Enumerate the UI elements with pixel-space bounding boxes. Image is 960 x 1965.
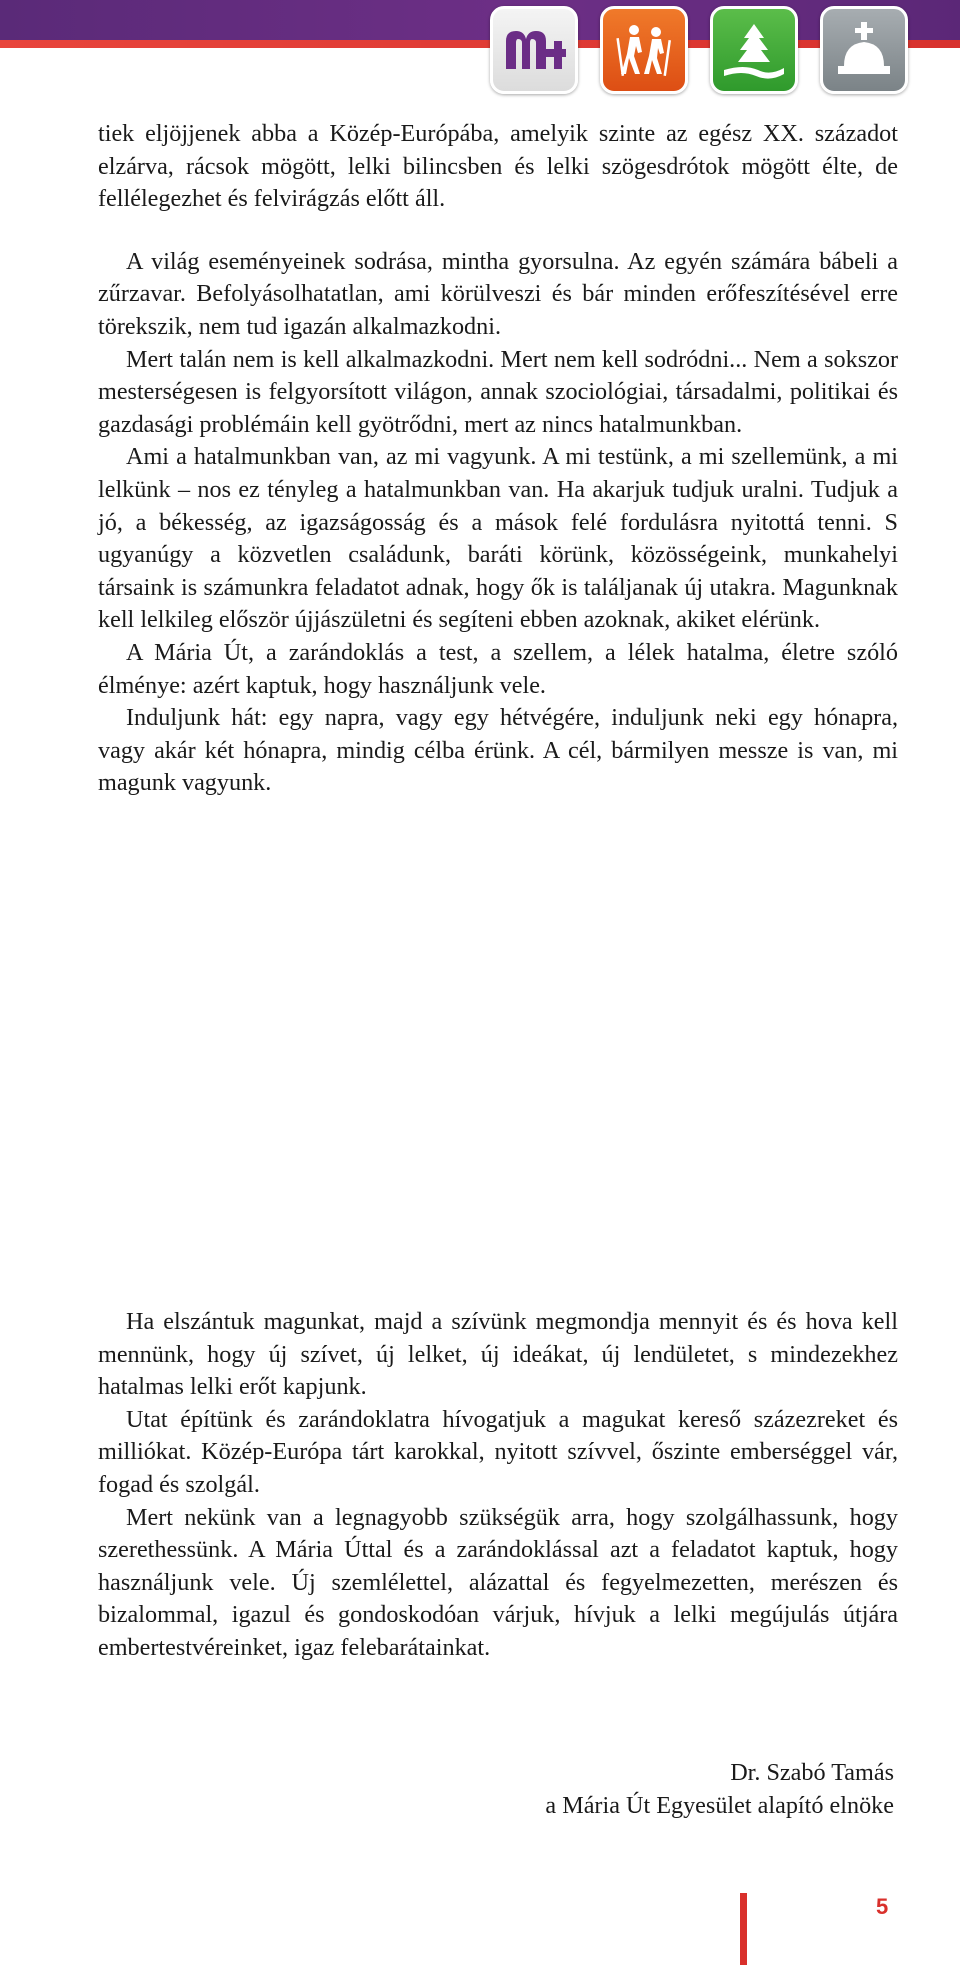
paragraph: tiek eljöjjenek abba a Közép-Európába, amelyik szinte az egész XX. századot elzárva, rácsok mögött, lelki bilincsben és lelki szögesdrótok mögött élte, de fellélegezhet és felvirágzás előtt áll. <box>98 120 898 213</box>
footer-rule <box>740 1893 747 1965</box>
page-number: 5 <box>876 1894 889 1919</box>
signature-title: a Mária Út Egyesület alapító elnöke <box>545 1791 894 1819</box>
paragraph: Mert talán nem is kell alkalmazkodni. Mert nem kell sodródni... Nem a sokszor mesterségesen is felgyorsított világon, annak szociológiai, társadalmi, politikai és gazdasági problémáin kell gyötrődni, mert az nincs hatalmunkban. <box>98 345 898 438</box>
forest-road-icon <box>710 6 798 94</box>
paragraph: Mert nekünk van a legnagyobb szükségük arra, hogy szolgálhassunk, hogy szerethessünk. A Mária Úttal és a zarándoklással azt a feladatot kaptuk, hogy használjunk vele. Új szemlélettel, alázattal és fegyelmezetten, merészen és bizalommal, igazul és gondoskodóan várjuk, hívjuk a lelki megújulás útjára embertestvéreinket, igaz felebarátainkat. <box>98 1503 898 1661</box>
paragraph: A világ eseményeinek sodrása, mintha gyorsulna. Az egyén számára bábeli a zűrzavar. Befolyásolhatatlan, ami körülveszi és bár minden erőfeszítésével erre törekszik, nem tud igazán alkalmazkodni. <box>98 247 898 340</box>
paragraph: A Mária Út, a zarándoklás a test, a szellem, a lélek hatalma, életre szóló élménye: azért kaptuk, hogy használjunk vele. <box>98 638 898 699</box>
paragraph: Utat építünk és zarándoklatra hívogatjuk a magukat kereső százezreket és milliókat. Közép-Európa tárt karokkal, nyitott szívvel, őszinte emberséggel vár, fogad és szolgál. <box>98 1405 898 1498</box>
maria-ut-logo-icon <box>490 6 578 94</box>
closing-text-block <box>98 1306 898 1665</box>
paragraph: Ami a hatalmunkban van, az mi vagyunk. A mi testünk, a mi szellemünk, a mi lelkünk – nos ez tényleg a hatalmunkban van. Ha akarjuk tudjuk uralni. Tudjuk a jó, a békesség, az igazságosság és a mások felé fordulásra nyitottá tenni. S ugyanúgy a közvetlen családunk, baráti körünk, közösségeink, munkahelyi társaink is számunkra feladatot adnak, hogy ők is találjanak új utakra. Magunknak kell lelkileg először újjászületni és segíteni ebben azoknak, akiket elérünk. <box>98 443 898 634</box>
header-bar <box>0 0 960 58</box>
hikers-icon <box>600 6 688 94</box>
church-icon <box>820 6 908 94</box>
header-icons <box>490 6 908 94</box>
signature-name: Dr. Szabó Tamás <box>730 1759 894 1786</box>
paragraph: Induljunk hát: egy napra, vagy egy hétvégére, induljunk neki egy hónapra, vagy akár két hónapra, mindig célba érünk. A cél, bármilyen messze is van, mi magunk vagyunk. <box>98 704 898 797</box>
signature <box>545 1757 894 1822</box>
paragraph: Ha elszántuk magunkat, majd a szívünk megmondja mennyit és és hova kell mennünk, hogy új szívet, új lelket, új ideákat, új lendületet, s mindezekhez hatalmas lelki erőt kapjunk. <box>98 1308 898 1401</box>
main-text-block <box>98 118 898 800</box>
